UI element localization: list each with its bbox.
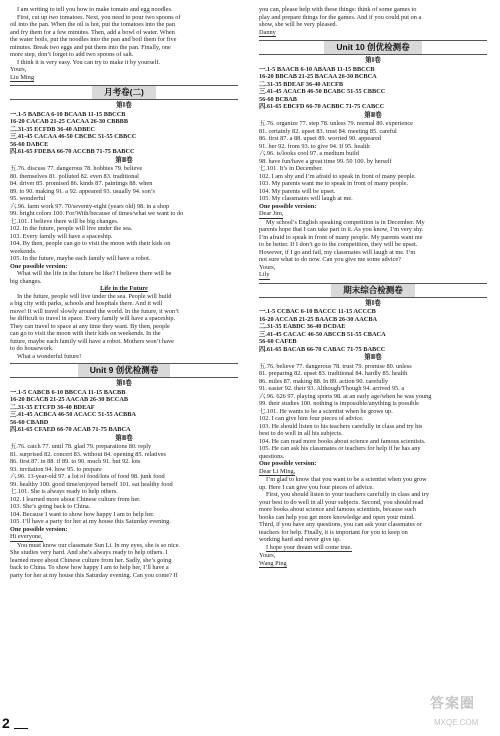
- text-line: parents hope that I can take part in it. As you know, I’m very shy.: [259, 226, 424, 233]
- text-line: 三.41-45 ACBCA 46-50 ACACC 51-55 ACBBA: [10, 411, 136, 418]
- text-line: [259, 468, 487, 477]
- text-line: 一.1-5 BABCA 6-10 BCAAB 11-15 BBCCB: [10, 110, 126, 118]
- text-line: to be better. If I don’t go to the competition, they will be upset.: [259, 241, 418, 248]
- text-line: 三.41-45 CACAC 46-50 ABCCB 51-55 CBACA: [259, 330, 386, 338]
- text-line: 七.101. It’s in December.: [259, 165, 323, 172]
- text-line: 102. In the future, people will live under the sea.: [10, 225, 133, 232]
- text-line: oil into the pan. When the oil is hot, put the tomatoes into the pan: [10, 21, 175, 28]
- text-line: 105. My classmates will laugh at me.: [259, 195, 353, 202]
- watermark: [430, 695, 496, 732]
- watermark-line1: 答案圈: [430, 695, 475, 711]
- text-line: party for her at my house this Saturday evening. Can you come? If: [10, 571, 178, 579]
- text-line: One possible version:: [259, 202, 317, 210]
- text-line: 四.61-65 BACAB 66-70 CABAC 71-75 BABCC: [259, 345, 386, 353]
- text-line: 七.101. I believe there will be big changes.: [10, 217, 119, 225]
- text-line: My school’s English speaking competition is in December. My: [266, 218, 425, 226]
- text-line: 一.1-5 CABCB 6-10 BBCCA 11-15 BACBB: [10, 388, 126, 396]
- text-line: 六.96. 13-year-old 97. a lot of food/lots of food 98. junk food: [10, 473, 165, 480]
- text-line: 105. He can ask his classmates or teachers for help if he has any: [259, 445, 421, 452]
- section-title: Unit 10 创优检测卷: [324, 41, 421, 54]
- text-line: 80. themselves 81. polluted 82. even 83. traditional: [10, 172, 139, 180]
- text-line: 五.76. catch 77. until 78. glad 79. preparations 80. reply: [10, 443, 152, 450]
- text-line: questions.: [259, 452, 285, 460]
- part-label: 第Ⅰ卷: [116, 380, 132, 387]
- text-line: 104. My parents will be upset.: [259, 187, 336, 195]
- text-line: 84. driver 85. promised 86. kinds 87. paintings 88. when: [10, 180, 153, 187]
- text-line: 四.61-65 EBCFD 66-70 ACBBC 71-75 CABCC: [259, 103, 385, 110]
- text-line: 二.31-35 EABDC 36-40 DCDAE: [259, 323, 346, 330]
- text-line: 56-60 DABCE: [10, 140, 49, 148]
- text-line: One possible version:: [10, 525, 68, 533]
- text-line: [10, 74, 238, 83]
- text-line: 二.31-35 ETCFD 36-40 BDEAF: [10, 403, 95, 411]
- text-line: not sure what to do now. Can you give me some advice?: [259, 256, 401, 263]
- text-line: I’m glad to know that you want to be a scientist when you grow: [266, 476, 427, 483]
- text-line: move! It will travel slowly around the world. In the future, it won’t: [10, 307, 179, 315]
- text-line: 102. I am shy and I’m afraid to speak in front of many people.: [259, 172, 416, 180]
- text-line: [259, 210, 487, 219]
- section-title: Unit 9 创优检测卷: [78, 364, 170, 377]
- text-line: 99. their studies 100. nothing is impossible/anything is possible: [259, 400, 419, 407]
- underlined-text: Lily: [259, 271, 270, 278]
- text-line: to do housework.: [10, 345, 54, 352]
- text-line: 三.41-45 CACAA 46-50 CBCBC 51-55 CBBCC: [10, 133, 137, 140]
- text-line: up. Here I can give you four pieces of advice.: [259, 483, 374, 491]
- text-line: and fry them for a few minutes. Then, add a bowl of water. When: [10, 28, 175, 36]
- section-header: [10, 85, 238, 100]
- text-line: 16-20 BCACB 21-25 AACAB 26-30 BCCAB: [10, 396, 129, 403]
- text-line: can go to visit the moon with their kids on weekends. In the: [10, 330, 161, 337]
- part-label: 第Ⅱ卷: [364, 111, 382, 119]
- text-line: the water boils, put the noodles into the pan and boil them for five: [10, 36, 177, 43]
- section-title: 期末综合检测卷: [331, 284, 415, 297]
- watermark-line2: MXQE.COM: [434, 718, 479, 727]
- text-line: 104. Because I want to show how happy I am to help her.: [10, 510, 155, 518]
- section-title: 月考卷(二): [92, 86, 156, 99]
- text-line: 86. first 87. a 88. upset 89. worried 90. appeared: [259, 135, 382, 142]
- essay-title: Life in the Future: [100, 285, 148, 292]
- section-header: [259, 283, 487, 298]
- text-line: 81. certainly 82. upset 83. trust 84. meeting 85. careful: [259, 127, 397, 135]
- part-label: 第Ⅰ卷: [116, 102, 132, 109]
- text-line: 五.76. organize 77. step 78. unless 79. normal 80. experience: [259, 120, 413, 127]
- text-line: working hard and never give up.: [259, 536, 341, 543]
- text-line: What a wonderful future!: [17, 352, 82, 360]
- page-number-rule: [14, 728, 28, 729]
- text-line: 86. miles 87. making 88. In 89. action 90. carefully: [259, 377, 389, 385]
- text-line: 四.61-65 FDEBA 66-70 ACCBB 71-75 BABCC: [10, 148, 135, 155]
- text-line: One possible version:: [259, 460, 317, 467]
- text-line: 七.101. He wants to be a scientist when he grows up.: [259, 407, 393, 415]
- text-line: play and prepare things for the games. And if you could put on a: [259, 13, 422, 21]
- text-line: What will the life in the future be like? I believe there will be: [17, 270, 172, 277]
- text-line: 81. preparing 82. upset 83. traditional 84. hardly 85. health: [259, 370, 408, 377]
- text-line: 五.76. believe 77. dangerous 78. trust 79. promise 80. unless: [259, 362, 412, 370]
- text-line: 56-60 CBABD: [10, 418, 49, 426]
- text-line: 二.31-35 ECFDB 36-40 ADBEC: [10, 125, 96, 133]
- text-line: You must know our classmate Sun Li. In my eyes, she is so nice.: [17, 541, 181, 549]
- text-line: future, maybe each family will have a robot. Mothers won’t have: [10, 337, 174, 345]
- underlined-text: Hi everyone,: [10, 533, 43, 540]
- text-line: 99. healthy 100. good time/enjoyed herself 101. eat healthy food: [10, 480, 173, 488]
- text-line: 16-20 ACCAB 21-25 BAACB 26-30 AACBA: [259, 315, 378, 323]
- text-line: be difficult to travel in space. Every family will have a spaceship.: [10, 315, 176, 322]
- text-line: Yours,: [259, 552, 276, 559]
- text-line: 103. Every family will have a spaceship.: [10, 232, 113, 240]
- text-line: 六.96. 626 97. playing sports 98. at an early age/when he was young: [259, 392, 432, 400]
- text-line: [259, 271, 487, 280]
- text-line: 16-20 BBCAB 21-25 BACAA 26-30 BCBCA: [259, 73, 377, 80]
- text-line: 五.76. discuss 77. dangerous 78. hobbies 79. believe: [10, 165, 143, 172]
- part-label: 第Ⅱ卷: [115, 434, 133, 442]
- underlined-text: Liu Ming: [10, 73, 34, 81]
- text-line: I’m afraid to speak in front of many people. My parents want me: [259, 233, 423, 241]
- text-line: 89. to 90. making 91. a 92. appeared 93. usually 94. son’s: [10, 187, 155, 195]
- text-line: First, cut up two tomatoes. Next, you need to pour two spoons of: [17, 13, 181, 21]
- part-label: 第Ⅰ卷: [365, 57, 381, 64]
- text-line: weekends.: [10, 247, 37, 255]
- text-line: 98. have fun/have a great time 99. 50 100. by herself: [259, 157, 392, 165]
- underlined-text: Danny: [259, 28, 276, 36]
- text-line: 一.1-5 CCBAC 6-10 BACCC 11-15 ACCCB: [259, 308, 376, 315]
- underlined-text: I hope your dream will come true.: [266, 543, 352, 551]
- text-line: 六.96. is/looks cool 97. a medium build: [259, 150, 359, 157]
- text-line: 91. easier 92. their 93. Although/Though 94. arrived 95. a: [259, 385, 405, 392]
- text-line: 103. My parents want me to speak in front of many people.: [259, 180, 409, 187]
- text-line: big changes.: [10, 277, 42, 285]
- section-header: [10, 363, 238, 378]
- text-line: First, you should listen to your teachers carefully in class and try: [266, 491, 429, 498]
- text-line: 104. He can read more books about science and famous scientists.: [259, 437, 426, 445]
- text-line: 七.101. She is always ready to help others.: [10, 488, 118, 495]
- text-line: 16-20 CACAB 21-25 CACAA 26-30 CBBBB: [10, 118, 129, 125]
- text-line: 91. her 92. from 93. to give 94. If 95. health: [259, 142, 370, 150]
- text-line: However, if I go and fail, my classmates will laugh at me. I’m: [259, 248, 416, 256]
- text-line: 六.96. farm work 97. 70/seventy-eight (years old) 98. in a shop: [10, 202, 170, 210]
- text-line: In the future, people will live under the sea. People will build: [17, 292, 172, 300]
- text-line: minutes. Break two eggs and put them into the pan. Finally, one: [10, 43, 171, 51]
- text-line: you can, please help with these things: think of some games to: [259, 6, 417, 13]
- text-line: 103. She’s going back to China.: [10, 503, 91, 510]
- text-line: [10, 533, 238, 542]
- text-line: One possible version:: [10, 262, 68, 270]
- text-line: 一.1-5 BAACB 6-10 ABAAB 11-15 BBCCB: [259, 65, 375, 73]
- text-line: 102. I learned more about Chinese culture from her.: [10, 495, 141, 503]
- text-line: 二.31-35 BDEAF 36-40 AECFB: [259, 80, 344, 88]
- text-line: 三.41-45 ACACB 46-50 BCABC 51-55 CBBCC: [259, 88, 386, 95]
- underlined-text: Dear Jim,: [259, 210, 284, 217]
- text-line: a big city with parks, schools and hospitals there. And it will: [10, 300, 163, 307]
- text-line: I am writing to tell you how to make tomato and egg noodles.: [17, 6, 173, 13]
- text-line: Yours,: [259, 263, 276, 271]
- underlined-text: Wang Ping: [259, 559, 287, 567]
- text-line: show, she will be very pleased.: [259, 21, 338, 28]
- part-label: 第Ⅱ卷: [115, 156, 133, 164]
- text-line: more step, don’t forget to add two spoons of salt.: [10, 51, 134, 58]
- underlined-text: Dear Li Ming,: [259, 467, 296, 475]
- text-line: [259, 29, 487, 38]
- text-line: 56-60 CAFEB: [259, 338, 297, 345]
- text-line: Yours,: [10, 66, 27, 73]
- text-line: teachers for help. Finally, it is important for you to keep on: [259, 528, 408, 536]
- text-line: 104. By then, people can go to visit the moon with their kids on: [10, 240, 171, 247]
- text-line: 四.61-65 CFAED 66-70 ACAB 71-75 BABCA: [10, 426, 131, 433]
- text-line: more books about science and famous scientists, because such: [259, 506, 416, 513]
- text-line: [259, 560, 487, 569]
- text-line: 56-60 BCBAB: [259, 95, 297, 103]
- text-line: 105. I’ll have a party for her at my house this Saturday evening.: [10, 518, 171, 525]
- text-line: 81. surprised 82. concert 83. without 84. opening 85. relatives: [10, 450, 166, 458]
- text-line: best to do well in all his subjects.: [259, 430, 343, 437]
- text-line: [259, 544, 487, 553]
- text-line: learned more about Chinese culture from her. Sadly, she’s going: [10, 556, 172, 564]
- part-label: 第Ⅰ卷: [365, 299, 381, 307]
- text-line: I think it is very easy. You can try to make it by yourself.: [17, 58, 160, 66]
- section-header: [259, 40, 487, 55]
- text-line: 95. wonderful: [10, 195, 46, 202]
- left-column: [10, 6, 238, 579]
- text-line: books can help you get more knowledge and open your mind.: [259, 513, 415, 521]
- text-line: Third, if you have any questions, you can ask your classmates or: [259, 521, 422, 528]
- text-line: 86. first 87. in 88. if 89. to 90. much 91. but 92. lots: [10, 458, 141, 465]
- part-label: 第Ⅱ卷: [364, 354, 382, 361]
- text-line: back to China. To show how happy I am to help her, I’ll have a: [10, 564, 169, 571]
- text-line: your best to do well in all your subjects. Second, you should read: [259, 498, 424, 506]
- page-number: 2: [2, 715, 10, 731]
- text-line: They can travel to space at any time they want. By then, people: [10, 322, 170, 330]
- right-column: [259, 6, 487, 568]
- text-line: 99. bright colors 100. For/With/because of times/what we want to do: [10, 210, 184, 217]
- text-line: 105. In the future, maybe each family will have a robot.: [10, 255, 151, 262]
- text-line: 93. invitation 94. how 95. to prepare: [10, 465, 102, 473]
- text-line: 103. He should listen to his teachers carefully in class and try his: [259, 422, 423, 430]
- text-line: She studies very hard. And she’s always ready to help others. I: [10, 549, 168, 556]
- text-line: 102. I can give him four pieces of advice.: [259, 415, 364, 422]
